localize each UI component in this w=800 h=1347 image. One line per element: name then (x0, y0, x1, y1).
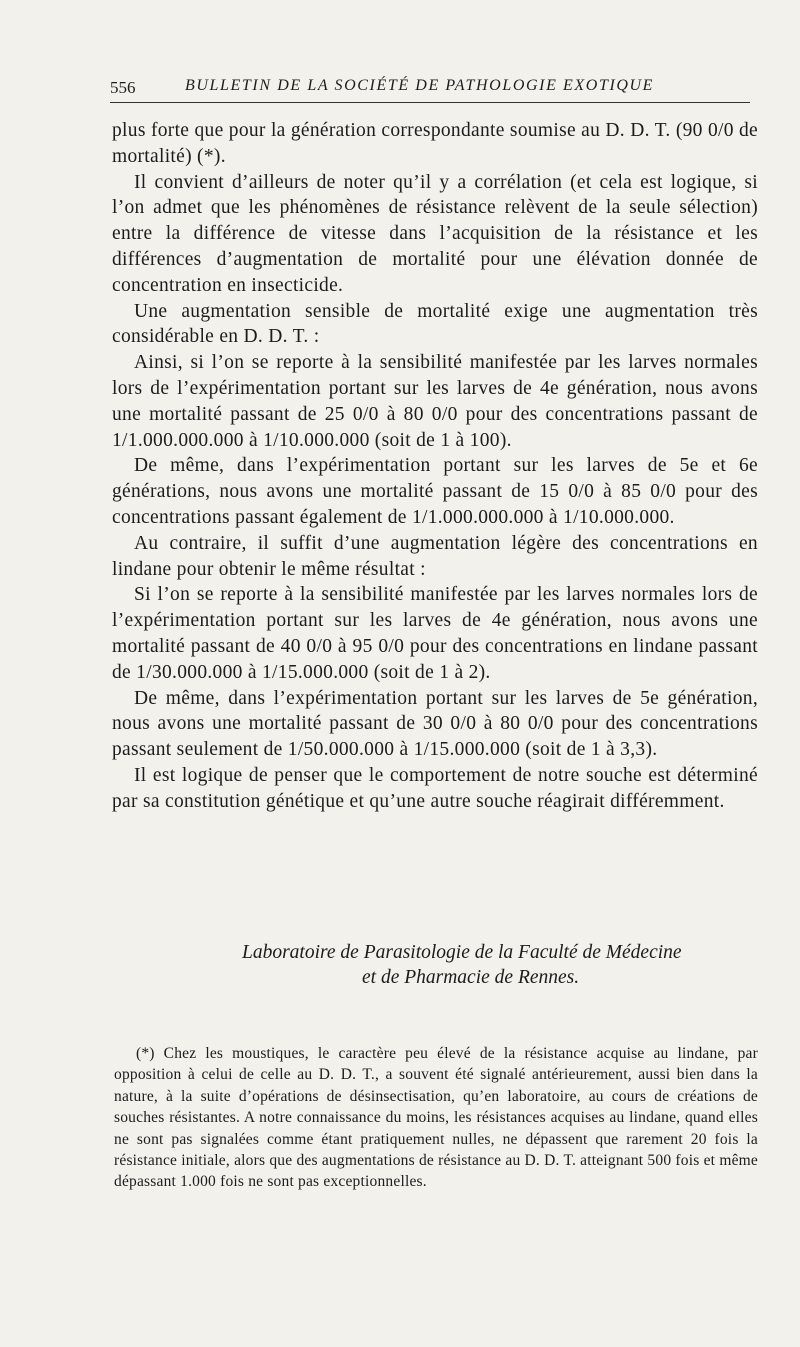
paragraph-6: Au contraire, il suffit d’une augmentation légère des concentrations en lindane pour obtenir le même résultat : (112, 532, 758, 580)
paragraph-1: plus forte que pour la génération correspondante soumise au D. D. T. (90 0/0 de mortalité) (*). (112, 120, 758, 167)
paragraph-9: Il est logique de penser que le comportement de notre souche est déterminé par sa constitution génétique et qu’une autre souche réagirait différemment. (112, 764, 758, 812)
running-header (110, 74, 750, 103)
footnote (114, 1043, 758, 1193)
paragraph-8: De même, dans l’expérimentation portant sur les larves de 5e génération, nous avons une mortalité passant de 30 0/0 à 80 0/0 pour des concentrations passant seulement de 1/50.000.000 à 1/15.000.000 (soit de 1 à 3,3). (112, 687, 758, 761)
paragraph-5: De même, dans l’expérimentation portant sur les larves de 5e et 6e générations, nous avons une mortalité passant de 15 0/0 à 85 0/0 pour des concentrations passant également de 1/1.000.000.000 à 1/10.000.000. (112, 455, 758, 528)
paragraph-2: Il convient d’ailleurs de noter qu’il y a corrélation (et cela est logique, si l’on admet que les phénomènes de résistance relèvent de la seule sélection) entre la différence de vitesse dans l’acquisition de la résistance et les différences d’augmentation de mortalité pour une élévation donnée de concentration en insecticide. (112, 171, 758, 296)
affiliation (112, 940, 758, 990)
footnote-text: (*) Chez les moustiques, le caractère peu élevé de la résistance acquise au lindane, par opposition à celui de celle au D. D. T., a souvent été signalé antérieurement, aussi bien dans la nature, à la suite d’opérations de désinsectisation, qu’en laboratoire, au cours de créations de souches résistantes. A notre connaissance du moins, les résistances acquises au lindane, quand elles ne sont pas signalées comme étant pratiquement nulles, ne dépassent que rarement 20 fois la résistance initiale, alors que des augmentations de résistance au D. D. T. atteignant 500 fois et même dépassant 1.000 fois ne sont pas exceptionnelles. (114, 1045, 758, 1191)
paragraph-7: Si l’on se reporte à la sensibilité manifestée par les larves normales lors de l’expérimentation portant sur les larves de 4e génération, nous avons une mortalité passant de 40 0/0 à 95 0/0 pour des concentrations en lindane passant de 1/30.000.000 à 1/15.000.000 (soit de 1 à 2). (112, 584, 758, 683)
affiliation-line-2: et de Pharmacie de Rennes. (362, 967, 580, 988)
page-number: 556 (110, 78, 136, 97)
paragraph-4: Ainsi, si l’on se reporte à la sensibilité manifestée par les larves normales lors de l’expérimentation portant sur les larves de 4e génération, nous avons une mortalité passant de 25 0/0 à 80 0/0 pour des concentrations passant de 1/1.000.000.000 à 1/10.000.000 (soit de 1 à 100). (112, 352, 758, 451)
paragraph-3: Une augmentation sensible de mortalité exige une augmentation très considérable en D. D. T. : (112, 300, 758, 348)
journal-title: BULLETIN DE LA SOCIÉTÉ DE PATHOLOGIE EXOTIQUE (185, 77, 655, 94)
affiliation-line-1: Laboratoire de Parasitologie de la Faculté de Médecine (242, 942, 682, 963)
body-text (112, 118, 758, 815)
